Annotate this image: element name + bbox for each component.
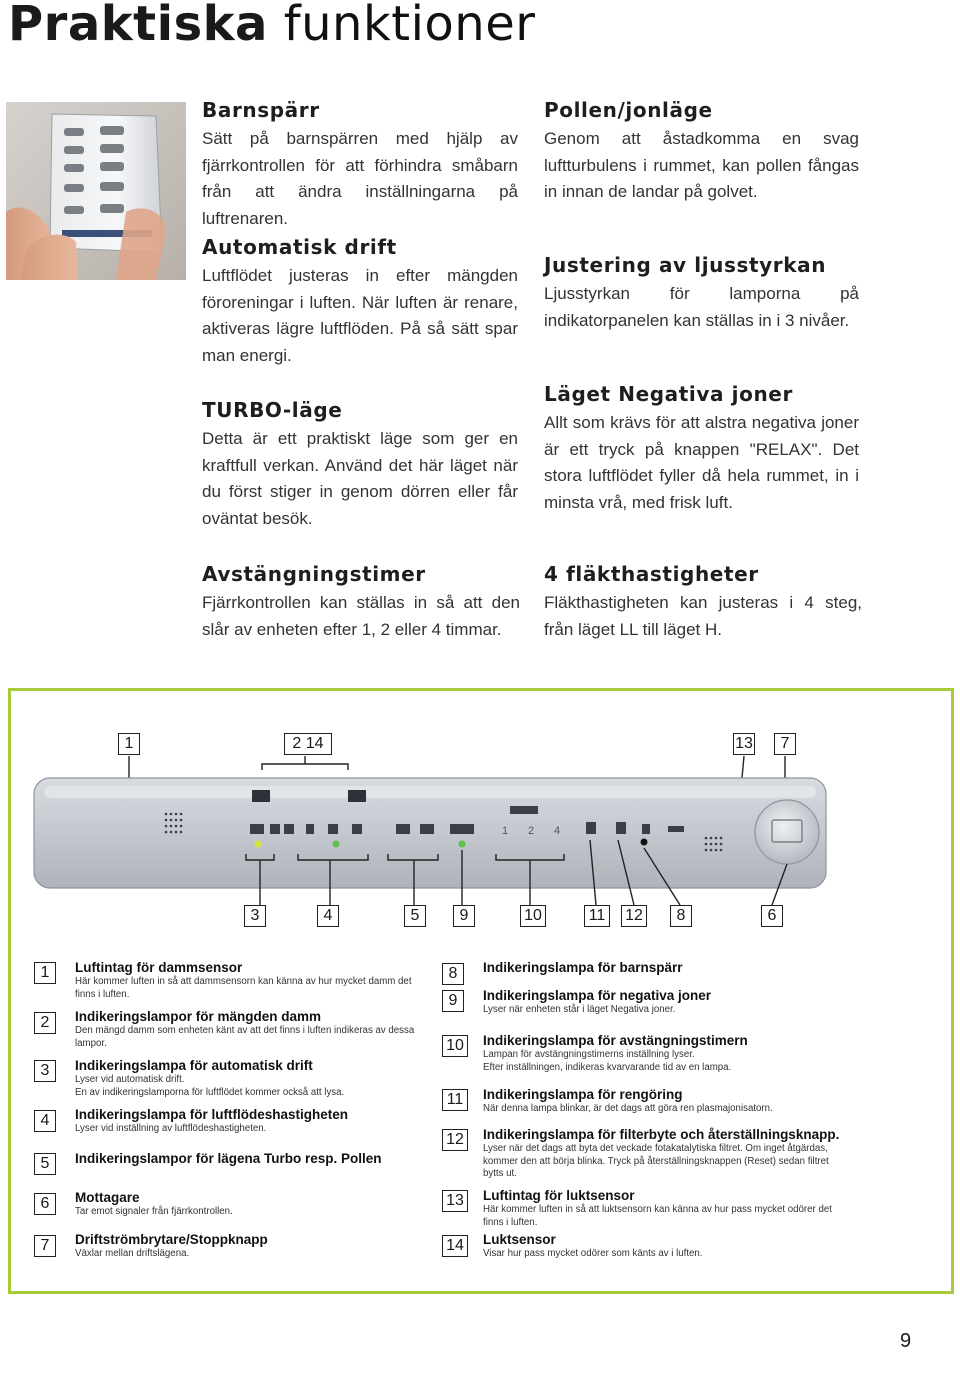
legend-num-4: 4 [34,1110,56,1132]
page-title: Praktiska funktioner [8,0,536,52]
legend-item-10: Indikeringslampa för avstängningstimern Lampan för avstängningstimerns inställning lyser. Efter inställningen, indikeras kvarvarande tid av en lampa. [483,1033,748,1073]
legend-num-12: 12 [442,1129,468,1151]
legend-num-10: 10 [442,1035,468,1057]
legend-item-3: Indikeringslampa för automatisk drift Lyser vid automatisk drift. En av indikeringslamporna för luftflödet kommer också att lysa. [75,1058,345,1098]
legend-num-2: 2 [34,1012,56,1034]
legend-num-9: 9 [442,990,464,1012]
legend-item-14: Luktsensor Visar hur pass mycket odörer som känts av i luften. [483,1232,703,1259]
section-negativa [544,382,859,516]
section-timer [202,562,520,643]
legend-item-1: Luftintag för dammsensor Här kommer luften in så att dammsensorn kan känna av hur mycket damm det finns i luften. [75,960,412,1000]
text-pollen: Genom att åstadkomma en svag luftturbulens i rummet, kan pollen fångas in innan de landar på golvet. [544,129,859,201]
callout-5: 5 [404,905,426,927]
text-flakt: Fläkthastigheten kan justeras i 4 steg, från läget LL till läget H. [544,593,862,639]
legend-num-1: 1 [34,962,56,984]
text-timer: Fjärrkontrollen kan ställas in så att den slår av enheten efter 1, 2 eller 4 timmar. [202,593,520,639]
legend-item-6: Mottagare Tar emot signaler från fjärrkontrollen. [75,1190,233,1217]
section-ljus [544,253,859,334]
section-barnsparr [202,98,518,232]
text-turbo: Detta är ett praktiskt läge som ger en kraftfull verkan. Använd det här läget när du först stiger in genom dörren eller får oväntat besök. [202,429,518,528]
callout-9: 9 [453,905,475,927]
heading-negativa: Läget Negativa joner [544,382,793,406]
heading-flakt: 4 fläkthastigheter [544,562,759,586]
legend-num-8: 8 [442,963,464,985]
callout-3: 3 [244,905,266,927]
legend-num-13: 13 [442,1190,468,1212]
heading-automatisk: Automatisk drift [202,235,397,259]
callout-13: 13 [733,733,755,755]
legend-item-9: Indikeringslampa för negativa joner Lyser när enheten står i läget Negativa joner. [483,988,712,1015]
legend-item-13: Luftintag för luktsensor Här kommer luften in så att luktsensorn kan känna av hur pass mycket odörer det finns i luften. [483,1188,832,1228]
panel-digit-4: 4 [554,825,561,837]
section-pollen [544,98,859,206]
callout-11: 11 [584,905,610,927]
callout-6: 6 [761,905,783,927]
callout-8: 8 [670,905,692,927]
legend-num-11: 11 [442,1089,468,1111]
panel-digit-2: 2 [528,825,535,837]
callout-2-14: 2 14 [284,733,332,755]
section-flakt [544,562,862,643]
legend-item-5: Indikeringslampor för lägena Turbo resp. Pollen [75,1151,382,1166]
legend-num-6: 6 [34,1193,56,1215]
legend-num-3: 3 [34,1060,56,1082]
callout-1: 1 [118,733,140,755]
control-panel-diagram [30,750,850,906]
legend-num-7: 7 [34,1235,56,1257]
text-ljus: Ljusstyrkan för lamporna på indikatorpanelen kan ställas in i 3 nivåer. [544,284,859,330]
legend-item-11: Indikeringslampa för rengöring När denna lampa blinkar, är det dags att göra ren plasmajonisatorn. [483,1087,773,1114]
remote-control-photo [6,102,186,280]
legend-item-4: Indikeringslampa för luftflödeshastigheten Lyser vid inställning av luftflödeshastigheten. [75,1107,349,1134]
section-automatisk [202,235,518,369]
legend-item-2: Indikeringslampor för mängden damm Den mängd damm som enheten känt av att det finns i luften indikeras av dessa lampor. [75,1009,415,1049]
legend-item-8: Indikeringslampa för barnspärr [483,960,683,975]
text-negativa: Allt som krävs för att alstra negativa joner är ett tryck på knappen "RELAX". Det stora luftflödet fyller då hela rummet, in i minsta vrå, med frisk luft. [544,413,859,512]
callout-12: 12 [621,905,647,927]
heading-pollen: Pollen/jonläge [544,98,713,122]
heading-barnsparr: Barnspärr [202,98,320,122]
callout-10: 10 [520,905,546,927]
heading-timer: Avstängningstimer [202,562,426,586]
heading-turbo: TURBO-läge [202,398,343,422]
callout-7: 7 [774,733,796,755]
legend-num-5: 5 [34,1153,56,1175]
legend-item-7: Driftströmbrytare/Stoppknapp Växlar mellan driftslägena. [75,1232,268,1259]
panel-digit-1: 1 [502,825,509,837]
heading-ljus: Justering av ljusstyrkan [544,253,827,277]
legend-item-12: Indikeringslampa för filterbyte och återställningsknapp. Lyser när det dags att byta det veckade fotakatalytiska filtret. Om inget åtgärdas, kommer den att börja blinka. Tryck på återställningsknappen (Reset) sedan filtret bytts ut. [483,1127,840,1179]
text-barnsparr: Sätt på barnspärren med hjälp av fjärrkontrollen för att förhindra småbarn från att ändra inställningarna på luftrenaren. [202,129,518,228]
callout-4: 4 [317,905,339,927]
section-turbo [202,398,518,532]
legend-num-14: 14 [442,1235,468,1257]
text-automatisk: Luftflödet justeras in efter mängden föroreningar i luften. När luften är renare, aktiveras lägre luftflöden. På så sätt spar man energi. [202,266,518,365]
page-number: 9 [900,1330,912,1352]
